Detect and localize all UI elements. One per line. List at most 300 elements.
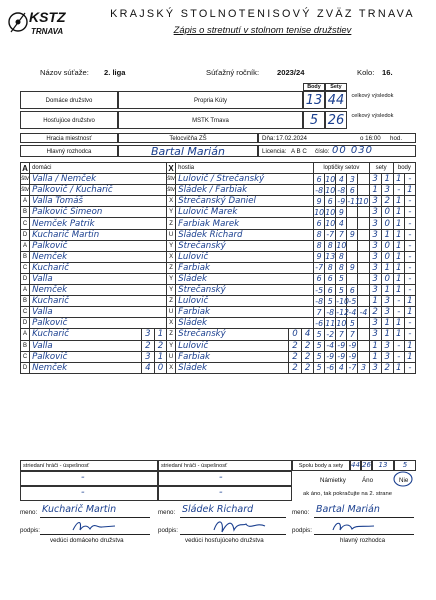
set-points: [358, 174, 369, 185]
set-points: -2: [326, 329, 335, 339]
continue-note: ak áno, tak pokračujte na 2. strane: [303, 491, 392, 497]
sets-away: 1: [381, 318, 393, 329]
set-points: [358, 240, 369, 251]
body-away: -: [404, 251, 415, 262]
license-num-label: číslo:: [315, 148, 330, 155]
namietky-label: Námietky: [320, 477, 346, 484]
body-away: 1: [404, 185, 415, 196]
home-slot: D: [21, 318, 30, 329]
home-sety: 44: [325, 91, 347, 109]
match-row: [21, 329, 416, 340]
set-points: 5: [314, 351, 325, 362]
date-cell: [258, 133, 416, 143]
body-home: 1: [393, 262, 404, 273]
venue-value: Telocvičňa ZŠ: [118, 133, 258, 143]
home-player: Palkovič / Kucharič: [30, 185, 167, 196]
set-points: 5: [314, 329, 325, 340]
home-captain-name: Kucharič Martin: [42, 504, 117, 515]
set-points: -6: [326, 363, 335, 373]
body-home: 1: [393, 329, 404, 340]
body-away: -: [404, 218, 415, 229]
home-wins: 3: [141, 351, 154, 362]
time-value: o 16:00: [360, 135, 381, 142]
set-points: 7: [336, 329, 347, 340]
set-points: [358, 262, 369, 273]
kstz-logo: [7, 6, 95, 42]
subs-home-row1: -: [20, 471, 158, 486]
set-points: -9: [348, 341, 357, 351]
home-slot: A: [21, 285, 30, 296]
set-points: 6: [325, 285, 336, 296]
set-points: [358, 329, 369, 340]
overall-result-label-2: celkový výsledok: [351, 113, 394, 119]
ref-name-footer: Bartal Marián: [316, 504, 380, 515]
body-home: 1: [393, 251, 404, 262]
home-player: Nemček: [30, 251, 167, 262]
body-away: -: [404, 285, 415, 296]
spolu-sets-away: 26: [362, 461, 371, 469]
set-points: 10: [358, 196, 369, 206]
match-row: [21, 207, 416, 218]
match-row: [21, 251, 416, 262]
away-slot: X: [167, 362, 176, 373]
set-points: 9: [314, 251, 325, 262]
col-a: A: [22, 163, 28, 173]
spolu-body-home: 13: [372, 460, 394, 471]
away-slot: U: [167, 307, 176, 318]
round-value: 16.: [382, 68, 393, 77]
home-losses: 1: [154, 329, 166, 340]
home-slot: C: [21, 307, 30, 318]
sets-home: 1: [369, 296, 381, 307]
away-body: 5: [303, 111, 325, 129]
body-home: 1: [393, 218, 404, 229]
sets-away: 3: [381, 296, 393, 307]
home-player: Palkovič: [30, 351, 142, 362]
no-circle-mark: [393, 471, 413, 487]
col-away: hostia: [176, 163, 314, 174]
league-value: 2. liga: [104, 68, 126, 77]
match-row: [21, 240, 416, 251]
sets-home: 3: [369, 318, 381, 329]
set-points: [358, 218, 369, 229]
home-slot: C: [21, 218, 30, 229]
sets-away: 3: [381, 307, 393, 318]
sets-home: 3: [369, 196, 381, 207]
sets-away: 0: [381, 240, 393, 251]
home-player: Valla: [30, 340, 142, 351]
sets-home: 3: [369, 262, 381, 273]
sets-away: 3: [381, 185, 393, 196]
set-points: [358, 185, 369, 196]
body-home: -: [393, 296, 404, 307]
date-label: Dňa:: [262, 135, 276, 142]
license-number: 00 030: [332, 145, 373, 156]
set-points: 5: [325, 296, 336, 307]
set-points: 4: [336, 174, 347, 185]
away-role: vedúci hosťujúceho družstva: [185, 537, 264, 544]
sets-away: 0: [381, 273, 393, 284]
organization-name: KRAJSKÝ STOLNOTENISOVÝ ZVÄZ TRNAVA: [110, 8, 415, 20]
body-header: Body: [303, 83, 325, 91]
set-points: 10: [325, 207, 336, 217]
license-label: Licencia:: [262, 148, 287, 155]
set-points: 9: [336, 207, 347, 218]
home-slot: štv: [21, 185, 30, 196]
set-points: -7: [326, 230, 335, 240]
license-cell: [258, 145, 416, 157]
away-player: Farbiak: [176, 351, 289, 362]
away-slot: X: [167, 196, 176, 207]
away-losses: 4: [302, 329, 314, 340]
home-player: Kucharič: [30, 262, 167, 273]
sets-home: 1: [369, 351, 381, 362]
set-points: -4: [326, 341, 335, 351]
body-away: -: [404, 196, 415, 207]
match-row: [21, 218, 416, 229]
sets-away: 0: [381, 218, 393, 229]
body-home: 1: [393, 229, 404, 240]
set-points: [358, 351, 369, 362]
ref-role: hlavný rozhodca: [340, 537, 386, 544]
home-team-label: Domáce družstvo: [20, 91, 118, 109]
home-player: Nemček: [30, 285, 167, 296]
subs-away-label: striedaní hráči - úspešnosť: [158, 460, 292, 471]
sets-away: 0: [381, 251, 393, 262]
body-home: 1: [393, 196, 404, 207]
set-points: 4: [336, 362, 347, 373]
column-header-row: [21, 163, 416, 174]
home-slot: C: [21, 262, 30, 273]
set-points: -8: [315, 185, 324, 195]
body-home: 1: [393, 240, 404, 251]
body-away: 1: [404, 340, 415, 351]
set-points: -7: [315, 263, 324, 273]
home-wins: 4: [141, 362, 154, 373]
set-points: 6: [314, 218, 325, 229]
set-points: -9: [348, 352, 357, 362]
set-points: -5: [348, 296, 357, 306]
referee-label: Hlavný rozhodca: [20, 145, 118, 157]
svg-text:KSTZ: KSTZ: [29, 9, 66, 25]
body-away: 1: [404, 307, 415, 318]
away-slot: Y: [167, 340, 176, 351]
home-slot: A: [21, 240, 30, 251]
home-slot: D: [21, 362, 30, 373]
set-points: [347, 251, 358, 262]
away-team-label: Hosťujúce družstvo: [20, 111, 118, 129]
body-home: 1: [393, 285, 404, 296]
sets-home: 3: [369, 240, 381, 251]
spolu-label: Spolu body a sety: [292, 460, 350, 471]
away-slot: štv: [167, 174, 176, 185]
body-away: -: [404, 262, 415, 273]
set-points: 6: [314, 174, 325, 185]
set-points: 6: [314, 273, 325, 284]
set-points: 7: [336, 229, 347, 240]
meno-label-away: meno:: [158, 509, 176, 516]
away-wins: 2: [288, 340, 301, 351]
set-points: -7: [348, 363, 357, 373]
document-title: Zápis o stretnutí v stolnom tenise družstiev: [173, 24, 352, 35]
set-points: -4: [359, 307, 368, 317]
match-table: [20, 162, 416, 374]
sets-away: 2: [381, 362, 393, 373]
sets-away: 1: [381, 229, 393, 240]
sets-away: 3: [381, 340, 393, 351]
away-player: Sládek: [176, 318, 314, 329]
away-signature: [210, 516, 270, 536]
body-home: 1: [393, 174, 404, 185]
set-points: 5: [347, 318, 358, 329]
sets-away: 1: [381, 174, 393, 185]
match-row: [21, 273, 416, 284]
match-row: [21, 185, 416, 196]
set-points: 4: [336, 218, 347, 229]
away-player: Farbiak: [176, 262, 314, 273]
home-slot: B: [21, 340, 30, 351]
set-points: [358, 251, 369, 262]
footer-block: [20, 460, 416, 600]
sets-away: 0: [381, 207, 393, 218]
set-points: 10: [336, 241, 347, 251]
license-classes: A B C: [291, 148, 307, 155]
away-player: Sládek / Farbiak: [176, 185, 314, 196]
home-player: Valla: [30, 273, 167, 284]
subs-away-row2: -: [158, 486, 292, 501]
body-home: 1: [393, 362, 404, 373]
set-points: -4: [348, 307, 357, 317]
away-team-name: MSTK Trnava: [118, 111, 303, 129]
set-points: [358, 273, 369, 284]
set-points: 10: [325, 185, 336, 195]
away-wins: 0: [288, 329, 301, 340]
set-points: [347, 207, 358, 218]
sets-home: 3: [369, 207, 381, 218]
match-row: [21, 196, 416, 207]
namietky-yes: Áno: [362, 477, 374, 484]
set-points: [358, 207, 369, 218]
away-player: Lulovič Marek: [176, 207, 314, 218]
set-points: 10: [314, 207, 325, 217]
spolu-sets-home: 44: [351, 461, 360, 469]
set-points: 8: [314, 240, 325, 251]
match-row: [21, 351, 416, 362]
podpis-label-home: podpis:: [20, 527, 40, 534]
match-row: [21, 296, 416, 307]
body-away: -: [404, 362, 415, 373]
body-away: 1: [404, 351, 415, 362]
set-points: 6: [325, 273, 336, 284]
home-signature: [70, 518, 120, 534]
set-points: -6: [315, 318, 324, 328]
set-points: -8: [315, 296, 324, 306]
away-player: Farbiak Marek: [176, 218, 314, 229]
set-points: 5: [314, 340, 325, 351]
away-player: Lulovič: [176, 340, 289, 351]
home-player: Palkovič: [30, 240, 167, 251]
overall-result-label: celkový výsledok: [351, 93, 394, 99]
match-row: [21, 285, 416, 296]
home-losses: 2: [154, 340, 166, 351]
date-value: 17.02.2024: [276, 135, 307, 142]
sets-away: 2: [381, 196, 393, 207]
set-points: -11: [347, 196, 361, 206]
podpis-label-away: podpis:: [158, 527, 178, 534]
away-slot: štv: [167, 185, 176, 196]
sets-home: 3: [369, 329, 381, 340]
set-points: -8: [326, 307, 335, 317]
body-home: -: [393, 351, 404, 362]
set-points: 11: [325, 318, 336, 328]
set-points: -9: [326, 352, 335, 362]
sets-home: 3: [369, 251, 381, 262]
away-player: Sládek: [176, 273, 314, 284]
set-points: 10: [336, 318, 347, 328]
venue-label: Hracia miestnosť: [20, 133, 118, 143]
away-slot: Z: [167, 329, 176, 340]
set-points: [358, 296, 369, 307]
home-player: Palkovič Simeon: [30, 207, 167, 218]
set-points: 8: [314, 229, 325, 240]
body-home: 1: [393, 318, 404, 329]
away-wins: 2: [288, 362, 301, 373]
sets-home: 1: [369, 185, 381, 196]
set-points: 3: [347, 174, 358, 185]
set-points: -9: [337, 352, 346, 362]
set-points: 6: [325, 196, 336, 207]
away-player: Lulovič: [176, 296, 314, 307]
set-points: -9: [337, 196, 346, 206]
home-player: Valla / Nemček: [30, 174, 167, 185]
set-points: -12: [336, 307, 350, 317]
away-slot: U: [167, 229, 176, 240]
set-points: [358, 318, 369, 329]
subs-home-row2: -: [20, 486, 158, 501]
body-away: -: [404, 207, 415, 218]
set-points: -9: [337, 341, 346, 351]
sets-away: 1: [381, 285, 393, 296]
home-slot: B: [21, 296, 30, 307]
sety-header: Sety: [325, 83, 347, 91]
ref-signature: [330, 518, 380, 534]
set-points: 7: [347, 329, 358, 340]
body-away: 1: [404, 296, 415, 307]
spolu-body-away: 5: [394, 460, 416, 471]
body-away: -: [404, 229, 415, 240]
home-slot: A: [21, 196, 30, 207]
home-team-name: Propria Kúty: [118, 91, 303, 109]
sets-home: 3: [369, 362, 381, 373]
set-points: 10: [325, 174, 336, 184]
away-losses: 2: [302, 362, 314, 373]
home-player: Nemček: [30, 362, 142, 373]
meno-label-ref: meno:: [292, 509, 310, 516]
namietky-no: Nie: [399, 477, 409, 484]
set-points: 8: [336, 262, 347, 273]
body-away: -: [404, 318, 415, 329]
body-away: -: [404, 273, 415, 284]
home-losses: 0: [154, 362, 166, 373]
home-slot: B: [21, 207, 30, 218]
home-player: Kucharič: [30, 296, 167, 307]
away-player: Strečanský Daniel: [176, 196, 314, 207]
round-label: Kolo:: [357, 68, 375, 77]
match-row: [21, 362, 416, 373]
away-player: Sládek: [176, 362, 289, 373]
away-slot: Y: [167, 273, 176, 284]
sets-home: 1: [369, 340, 381, 351]
set-points: 7: [314, 307, 325, 318]
set-points: [347, 273, 358, 284]
col-body: body: [393, 163, 415, 174]
home-body: 13: [303, 91, 325, 109]
set-points: -8: [337, 185, 346, 195]
referee-name: Bartal Marián: [118, 145, 258, 157]
away-slot: Z: [167, 296, 176, 307]
home-slot: A: [21, 329, 30, 340]
away-sety: 26: [325, 111, 347, 129]
match-row: [21, 174, 416, 185]
set-points: [347, 240, 358, 251]
home-player: Valla Tomáš: [30, 196, 167, 207]
sets-home: 3: [369, 218, 381, 229]
body-home: 1: [393, 273, 404, 284]
sets-home: 2: [369, 307, 381, 318]
body-away: -: [404, 174, 415, 185]
away-player: Strečanský: [176, 240, 314, 251]
body-away: -: [404, 240, 415, 251]
away-player: Strečanský: [176, 329, 289, 340]
set-points: 6: [347, 285, 358, 296]
set-points: -10: [336, 296, 350, 306]
match-row: [21, 318, 416, 329]
subs-home-label: striedaní hráči - úspešnosť: [20, 460, 158, 471]
body-home: 1: [393, 207, 404, 218]
away-player: Lulovič: [176, 251, 314, 262]
away-slot: U: [167, 351, 176, 362]
home-slot: D: [21, 229, 30, 240]
podpis-label-ref: podpis:: [292, 527, 312, 534]
match-row: [21, 307, 416, 318]
set-points: 9: [314, 196, 325, 207]
set-points: 13: [325, 252, 336, 262]
home-losses: 1: [154, 351, 166, 362]
home-wins: 2: [141, 340, 154, 351]
sets-away: 3: [381, 351, 393, 362]
season-label: Súťažný ročník:: [206, 68, 260, 77]
sets-home: 3: [369, 273, 381, 284]
away-slot: Y: [167, 207, 176, 218]
set-points: 8: [325, 262, 336, 273]
set-points: 10: [325, 219, 336, 229]
set-points: -5: [315, 285, 324, 295]
away-slot: Z: [167, 218, 176, 229]
home-slot: D: [21, 273, 30, 284]
subs-away-row1: -: [158, 471, 292, 486]
home-slot: C: [21, 351, 30, 362]
home-player: Kucharič Martin: [30, 229, 167, 240]
home-wins: 3: [141, 329, 154, 340]
sets-home: 3: [369, 174, 381, 185]
home-player: Kucharič: [30, 329, 142, 340]
home-slot: štv: [21, 174, 30, 185]
away-player: Lulovič / Strečanský: [176, 174, 314, 185]
col-points: loptičky setov: [314, 163, 369, 174]
set-points: 5: [314, 362, 325, 373]
meno-label-home: meno:: [20, 509, 38, 516]
away-slot: X: [167, 251, 176, 262]
